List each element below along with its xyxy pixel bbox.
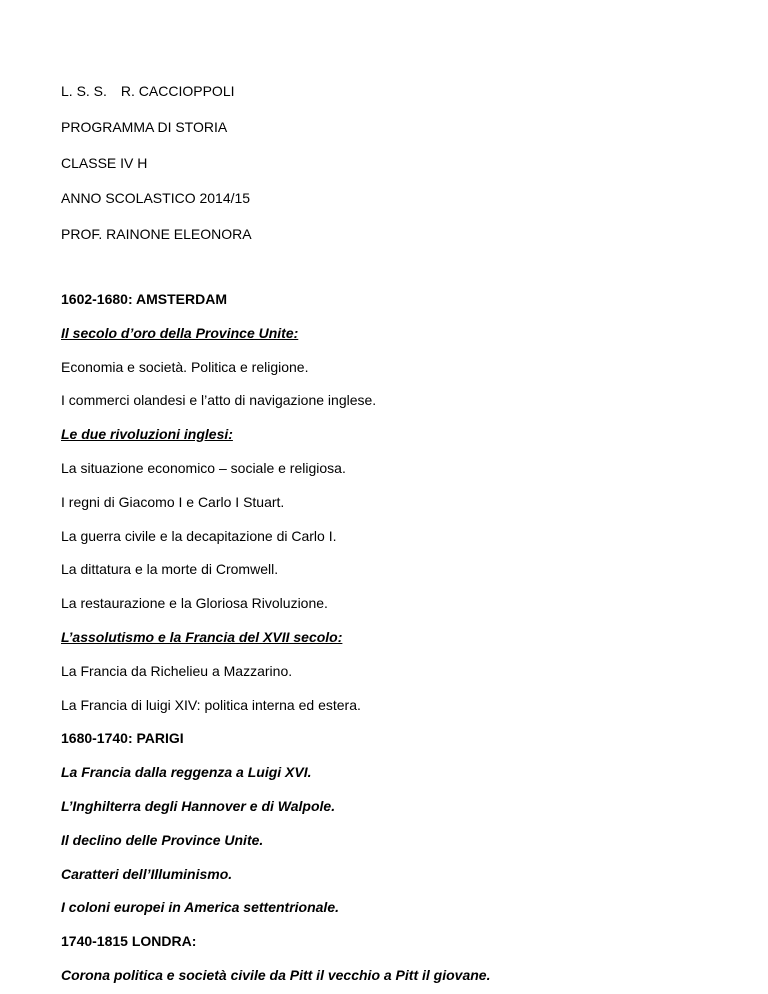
topic-item: La Francia da Richelieu a Mazzarino. xyxy=(61,663,293,679)
section-heading: 1740-1815 LONDRA: xyxy=(61,933,197,949)
topic-item: La dittatura e la morte di Cromwell. xyxy=(61,561,279,577)
topic-heading: L’assolutismo e la Francia del XVII secolo: xyxy=(61,629,343,645)
school-heading xyxy=(61,82,235,100)
topic-heading: Il secolo d’oro della Province Unite: xyxy=(61,325,299,341)
school-prefix: L. S. S. xyxy=(61,83,107,99)
topic-item: I coloni europei in America settentrionale. xyxy=(61,899,339,915)
topic-item: La Francia dalla reggenza a Luigi XVI. xyxy=(61,764,312,780)
section-heading: 1680-1740: PARIGI xyxy=(61,730,184,746)
section-heading: 1602-1680: AMSTERDAM xyxy=(61,291,227,307)
topic-item: La restaurazione e la Gloriosa Rivoluzione. xyxy=(61,595,328,611)
topic-item: La Francia di luigi XIV: politica interna ed estera. xyxy=(61,697,361,713)
class-label: CLASSE IV H xyxy=(61,155,148,171)
topic-item: I regni di Giacomo I e Carlo I Stuart. xyxy=(61,494,285,510)
topic-item: L’Inghilterra degli Hannover e di Walpole. xyxy=(61,798,336,814)
topic-item: Caratteri dell’Illuminismo. xyxy=(61,866,233,882)
school-name: R. CACCIOPPOLI xyxy=(120,83,235,99)
topic-item: La guerra civile e la decapitazione di Carlo I. xyxy=(61,528,337,544)
topic-item: La situazione economico – sociale e religiosa. xyxy=(61,460,346,476)
programme-title: PROGRAMMA DI STORIA xyxy=(61,119,228,135)
school-year: ANNO SCOLASTICO 2014/15 xyxy=(61,190,251,206)
topic-item: Corona politica e società civile da Pitt il vecchio a Pitt il giovane. xyxy=(61,967,491,983)
topic-item: Economia e società. Politica e religione. xyxy=(61,359,309,375)
topic-item: Il declino delle Province Unite. xyxy=(61,832,264,848)
topic-item: I commerci olandesi e l’atto di navigazione inglese. xyxy=(61,392,377,408)
topic-heading: Le due rivoluzioni inglesi: xyxy=(61,426,233,442)
teacher-name: PROF. RAINONE ELEONORA xyxy=(61,226,252,242)
